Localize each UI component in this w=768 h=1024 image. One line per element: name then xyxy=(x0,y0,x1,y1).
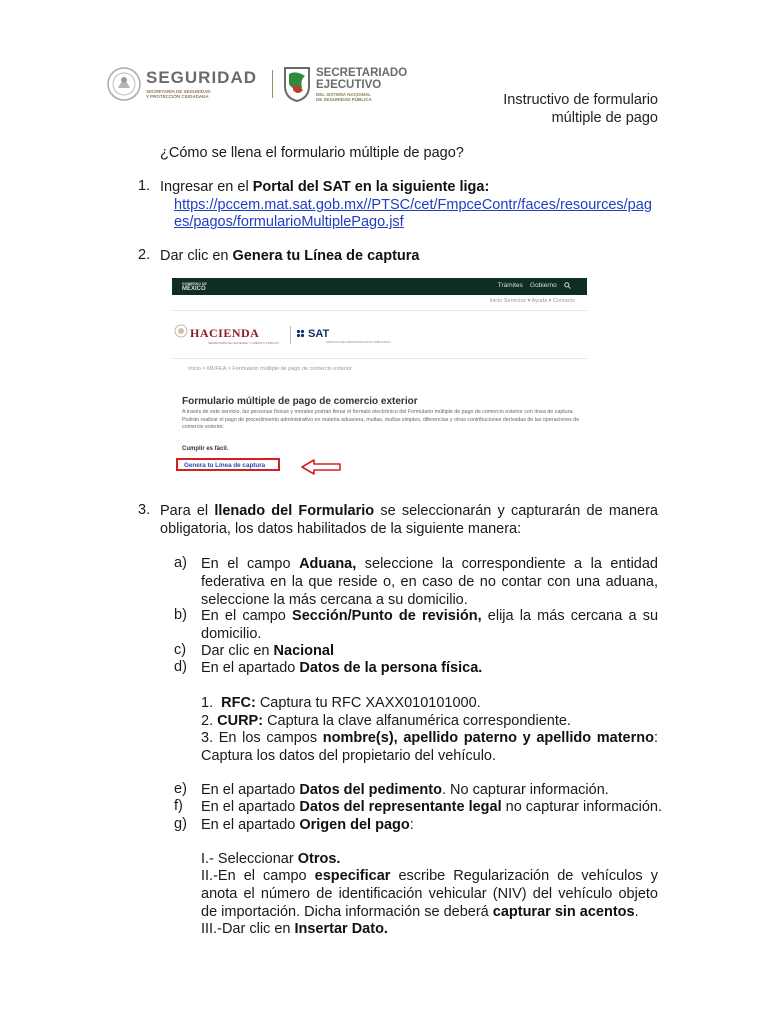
item-e-pre: En el apartado xyxy=(201,782,300,798)
item-g1-num: I.- xyxy=(201,851,214,867)
step2-number: 2. xyxy=(138,247,151,263)
item-g-bold: Origen del pago xyxy=(299,817,410,833)
item-g3-bold: Insertar Dato. xyxy=(294,921,388,937)
item-c-pre: Dar clic en xyxy=(201,643,274,659)
red-arrow-icon xyxy=(300,459,342,475)
item-g-pre: En el apartado xyxy=(201,817,300,833)
gob-mexico-logo-line1: GOBIERNO DE xyxy=(182,282,207,286)
cumplir-label: Cumplir es fácil. xyxy=(182,446,229,452)
item-g2-bold: especificar xyxy=(314,868,391,884)
item-d-pre: En el apartado xyxy=(201,660,300,676)
item-d2-bold: CURP: xyxy=(217,713,264,729)
item-f-pre: En el apartado xyxy=(201,799,300,815)
step1-text xyxy=(160,178,489,196)
sat-dots-icon xyxy=(296,329,307,340)
item-d3-text xyxy=(201,729,658,765)
item-a-text xyxy=(201,555,658,609)
sat-logo: SAT xyxy=(308,328,330,340)
item-c-letter: c) xyxy=(174,642,187,658)
item-e-letter: e) xyxy=(174,781,187,797)
item-c-bold: Nacional xyxy=(273,643,334,659)
hacienda-logo: HACIENDA xyxy=(190,326,260,340)
hacienda-subtitle: SECRETARÍA DE HACIENDA Y CRÉDITO PÚBLICO xyxy=(208,341,279,345)
document-title xyxy=(503,91,658,127)
item-g-letter: g) xyxy=(174,816,187,832)
step3-number: 3. xyxy=(138,502,151,518)
step1-text-pre: Ingresar en el xyxy=(160,179,253,195)
breadcrumb[interactable]: Inicio > MUFEA > Formulario múltiple de pago de comercio exterior xyxy=(188,366,352,372)
item-g-text xyxy=(201,816,414,834)
item-a-letter: a) xyxy=(174,555,187,571)
logo-secretariado xyxy=(282,66,422,106)
item-b-letter: b) xyxy=(174,607,187,623)
section-question: ¿Cómo se llena el formulario múltiple de pago? xyxy=(160,145,464,161)
item-a-pre: En el campo xyxy=(201,556,300,572)
hacienda-seal-icon xyxy=(174,324,188,338)
logo-secretariado-subtitle xyxy=(316,92,372,102)
item-g3-pre: Dar clic en xyxy=(221,921,295,937)
item-d1-post: Captura tu RFC XAXX010101000. xyxy=(255,695,481,711)
item-g2-bold-2: capturar sin acentos xyxy=(492,904,635,920)
logo-secretariado-subtitle-2: DE SEGURIDAD PÚBLICA xyxy=(316,97,372,102)
item-g2-post-1: escribe Regularización de vehículos y anota el número de identificación vehicular (NIV) del vehículo objeto de importación. Dicha información se deberá xyxy=(201,868,658,920)
form-page-heading: Formulario múltiple de pago de comercio exterior xyxy=(182,396,418,407)
item-f-letter: f) xyxy=(174,798,183,814)
item-d3-num: 3. xyxy=(201,730,214,746)
genera-linea-captura-label: Genera tu Línea de captura xyxy=(184,462,266,469)
embedded-screenshot xyxy=(172,278,587,484)
item-c-text xyxy=(201,642,334,660)
item-f-post: no capturar información. xyxy=(501,799,663,815)
gob-mexico-logo xyxy=(182,282,207,292)
sat-portal-link-line2[interactable]: es/pagos/formularioMultiplePago.jsf xyxy=(174,214,404,230)
document-title-line1: Instructivo de formulario xyxy=(503,92,658,108)
item-e-bold: Datos del pedimento xyxy=(299,782,442,798)
item-g2-pre: En el campo xyxy=(217,868,315,884)
logo-seguridad-subtitle-2: Y PROTECCIÓN CIUDADANA xyxy=(146,94,209,99)
item-a-bold: Aduana, xyxy=(299,556,357,572)
step1-number: 1. xyxy=(138,178,151,194)
logo-divider xyxy=(290,326,291,344)
divider xyxy=(172,358,587,359)
item-d3-pre: En los campos xyxy=(213,730,323,746)
logo-seguridad-subtitle xyxy=(146,89,211,99)
document-title-line2: múltiple de pago xyxy=(551,110,658,126)
item-d2-num: 2. xyxy=(201,713,214,729)
logo-seguridad-name: SEGURIDAD xyxy=(146,68,258,87)
item-d-bold: Datos de la persona física. xyxy=(299,660,483,676)
item-d-letter: d) xyxy=(174,659,187,675)
item-a-post: seleccione la correspondiente a la entidad federativa en la que reside o, en caso de no contar con una aduana, seleccione la más cercana a su domicilio. xyxy=(201,556,658,608)
item-d2-post: Captura la clave alfanumérica correspondiente. xyxy=(263,713,571,729)
item-e-post: . No capturar información. xyxy=(441,782,609,798)
logo-seguridad xyxy=(106,64,270,104)
genera-linea-captura-button[interactable] xyxy=(176,458,280,471)
divider xyxy=(172,310,587,311)
gob-nav-tramites[interactable]: Trámites xyxy=(497,282,523,290)
item-d3-post: : Captura los datos del propietario del vehículo. xyxy=(201,730,658,764)
secretariado-shield-icon xyxy=(282,66,312,102)
item-d1-bold: RFC: xyxy=(221,695,256,711)
step3-text-pre: Para el xyxy=(160,503,215,519)
gob-topbar xyxy=(172,278,587,295)
sat-portal-link-line1[interactable]: https://pccem.mat.sat.gob.mx//PTSC/cet/FmpceContr/faces/resources/pag xyxy=(174,197,652,213)
logo-secretariado-subtitle-1: DEL SISTEMA NACIONAL xyxy=(316,92,372,97)
gob-nav xyxy=(498,282,571,289)
item-b-pre: En el campo xyxy=(201,608,293,624)
gob-nav-gobierno[interactable]: Gobierno xyxy=(530,282,557,290)
item-g3-text xyxy=(201,920,388,938)
item-e-text xyxy=(201,781,609,799)
item-d2-text xyxy=(201,712,571,730)
step3-text xyxy=(160,502,658,538)
item-g2-text xyxy=(201,867,658,921)
logo-secretariado-name xyxy=(316,67,407,91)
sat-subnav[interactable]: Inicio Servicios ▾ Ayuda ▾ Contacto xyxy=(489,298,575,304)
item-d1-text xyxy=(201,694,481,712)
item-b-bold: Sección/Punto de revisión, xyxy=(292,608,482,624)
gob-mexico-logo-line2: MÉXICO xyxy=(182,286,206,292)
item-g2-num: II.- xyxy=(201,868,218,884)
item-b-post: elija la más cercana a su domicilio. xyxy=(201,608,659,642)
step2-text-pre: Dar clic en xyxy=(160,248,233,264)
item-g3-num: III.- xyxy=(201,921,222,937)
item-f-text xyxy=(201,798,662,816)
item-d3-bold: nombre(s), apellido paterno y apellido materno xyxy=(322,730,654,746)
form-page-description: A través de este servicio, las personas físicas y morales podrán llenar el formato electrónico del Formulario múltiple de pago de comercio exterior con línea de captura. Podrán realizar el pago de procedimiento administrativo en materia aduanera, multas, multas simples, diferencias y otras contribuciones derivadas de las operaciones de comercio exterior. xyxy=(182,409,580,430)
step3-text-post: se seleccionarán y capturarán de manera obligatoria, los datos habilitados de la siguiente manera: xyxy=(160,503,658,537)
item-b-text xyxy=(201,607,658,643)
item-d-text xyxy=(201,659,482,677)
step2-text xyxy=(160,247,419,265)
item-g2-post-2: . xyxy=(634,904,639,920)
step1-text-bold: Portal del SAT en la siguiente liga: xyxy=(252,179,490,195)
logo-seguridad-subtitle-1: SECRETARÍA DE SEGURIDAD xyxy=(146,89,211,94)
sat-subtitle: SERVICIO DE ADMINISTRACIÓN TRIBUTARIA xyxy=(326,340,391,344)
logo-secretariado-name-1: SECRETARIADO xyxy=(316,67,408,79)
item-g1-pre: Seleccionar xyxy=(213,851,298,867)
item-g1-bold: Otros. xyxy=(297,851,341,867)
step2-text-bold: Genera tu Línea de captura xyxy=(232,248,420,264)
item-f-bold: Datos del representante legal xyxy=(299,799,502,815)
step3-text-bold: llenado del Formulario xyxy=(214,503,375,519)
item-g1-text xyxy=(201,850,340,868)
header-divider xyxy=(272,70,273,98)
item-d1-num: 1. xyxy=(201,695,214,711)
search-icon[interactable] xyxy=(564,282,571,289)
item-g-post: : xyxy=(409,817,414,833)
logo-secretariado-name-2: EJECUTIVO xyxy=(316,79,382,91)
